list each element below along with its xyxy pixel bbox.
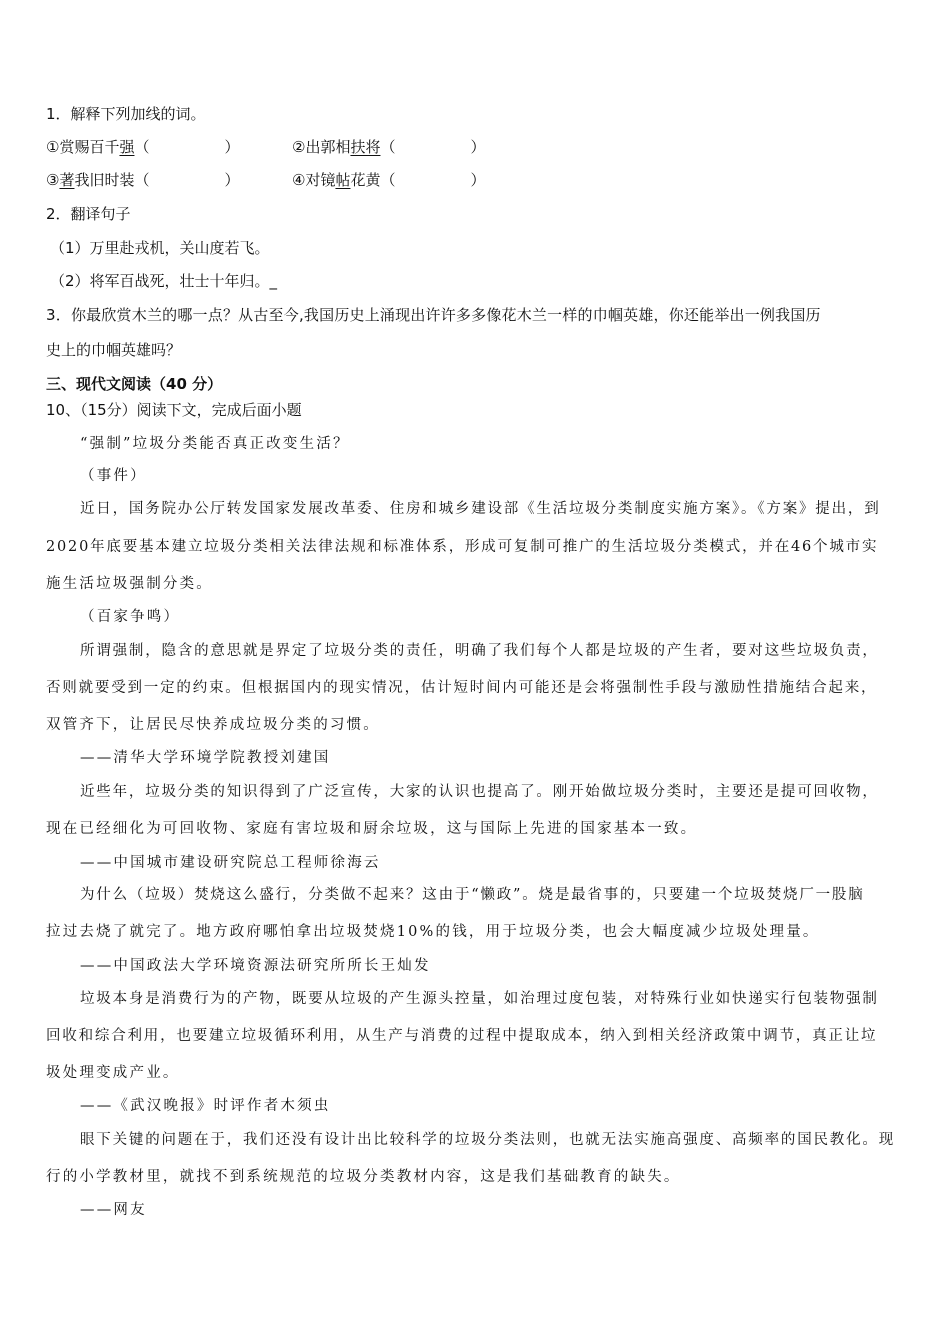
q1-item-c-word: 著 xyxy=(59,171,75,189)
q1-item-b-blank[interactable]: （ ） xyxy=(380,138,486,156)
opinion-4-line-2: 回收和综合利用，也要建立垃圾循环利用，从生产与消费的过程中提取成本，纳入到相关经济政策中调节，真正让垃 xyxy=(46,1028,878,1044)
event-label: （事件） xyxy=(80,468,147,484)
q2-sentence-1: （1）万里赴戎机，关山度若飞。 xyxy=(50,239,270,257)
q1-item-d-blank[interactable]: （ ） xyxy=(380,171,486,189)
q3-line-1: 3．你最欣赏木兰的哪一点？从古至今,我国历史上涌现出许许多多像花木兰一样的巾帼英雄，你还能举出一例我国历 xyxy=(46,306,821,324)
event-para-line-1: 近日，国务院办公厅转发国家发展改革委、住房和城乡建设部《生活垃圾分类制度实施方案》。《方案》提出，到 xyxy=(80,501,881,517)
q1-item-a-prefix: ①赏赐百千 xyxy=(46,138,120,156)
q10-stem: 10、（15分）阅读下文，完成后面小题 xyxy=(46,401,302,419)
opinion-5-line-1: 眼下关键的问题在于，我们还没有设计出比较科学的垃圾分类法则，也就无法实施高强度、高频率的国民教化。现 xyxy=(80,1132,895,1148)
q1-item-d-word: 帖 xyxy=(335,171,351,189)
q1-stem: 1．解释下列加线的词。 xyxy=(46,105,206,123)
q1-item-c-blank[interactable]: （ ） xyxy=(134,171,240,189)
opinion-5-line-2: 行的小学教材里，就找不到系统规范的垃圾分类教材内容，这是我们基础教育的缺失。 xyxy=(46,1169,681,1185)
q1-item-a-blank[interactable]: （ ） xyxy=(134,138,240,156)
opinion-2-line-1: 近些年，垃圾分类的知识得到了广泛宣传，大家的认识也提高了。刚开始做垃圾分类时，主要还是提可回收物， xyxy=(80,784,879,800)
q2-sentence-2: （2）将军百战死，壮士十年归。_ xyxy=(50,272,278,290)
opinion-3-line-1: 为什么（垃圾）焚烧这么盛行，分类做不起来？这由于“懒政”。烧是最省事的，只要建一个垃圾焚烧厂一股脑 xyxy=(80,887,865,903)
opinion-5-source: ——网友 xyxy=(80,1202,147,1218)
q1-item-b-prefix: ②出郭相 xyxy=(292,138,351,156)
opinion-1-line-2: 否则就要受到一定的约束。但根据国内的现实情况，估计短时间内可能还是会将强制性手段与激励性措施结合起来， xyxy=(46,680,878,696)
q3-line-2: 史上的巾帼英雄吗？ xyxy=(46,341,182,359)
opinion-3-line-2: 拉过去烧了就完了。地方政府哪怕拿出垃圾焚烧10%的钱，用于垃圾分类，也会大幅度减少垃圾处理量。 xyxy=(46,924,820,940)
q1-item-b-word: 扶将 xyxy=(350,138,381,156)
debate-label: （百家争鸣） xyxy=(80,609,181,625)
q1-item-a-word: 强 xyxy=(119,138,135,156)
q1-item-c-suffix: 我旧时装 xyxy=(74,171,135,189)
q1-item-a xyxy=(46,137,239,157)
opinion-1-line-1: 所谓强制，隐含的意思就是界定了垃圾分类的责任，明确了我们每个人都是垃圾的产生者，要对这些垃圾负责， xyxy=(80,643,879,659)
opinion-2-source: ——中国城市建设研究院总工程师徐海云 xyxy=(80,855,381,871)
opinion-4-line-1: 垃圾本身是消费行为的产物，既要从垃圾的产生源头控量，如治理过度包装，对特殊行业如快递实行包装物强制 xyxy=(80,991,879,1007)
q1-item-c xyxy=(46,170,240,190)
q1-item-d-prefix: ④对镜 xyxy=(292,171,336,189)
q1-item-c-prefix: ③ xyxy=(46,171,60,189)
q1-item-d-suffix: 花黄 xyxy=(350,171,381,189)
opinion-1-line-3: 双管齐下，让居民尽快养成垃圾分类的习惯。 xyxy=(46,717,380,733)
opinion-3-source: ——中国政法大学环境资源法研究所所长王灿发 xyxy=(80,958,431,974)
event-para-line-3: 施生活垃圾强制分类。 xyxy=(46,576,213,592)
section-heading: 三、现代文阅读（40 分） xyxy=(46,375,223,393)
article-title: “强制”垃圾分类能否真正改变生活？ xyxy=(80,436,350,452)
opinion-1-source: ——清华大学环境学院教授刘建国 xyxy=(80,750,331,766)
event-para-line-2: 2020年底要基本建立垃圾分类相关法律法规和标准体系，形成可复制可推广的生活垃圾分类模式，并在46个城市实 xyxy=(46,539,879,555)
opinion-2-line-2: 现在已经细化为可回收物、家庭有害垃圾和厨余垃圾，这与国际上先进的国家基本一致。 xyxy=(46,821,698,837)
q1-item-b xyxy=(292,137,485,157)
opinion-4-source: ——《武汉晚报》时评作者木须虫 xyxy=(80,1098,331,1114)
q2-stem: 2．翻译句子 xyxy=(46,205,131,223)
q1-item-d xyxy=(292,170,486,190)
opinion-4-line-3: 圾处理变成产业。 xyxy=(46,1065,180,1081)
